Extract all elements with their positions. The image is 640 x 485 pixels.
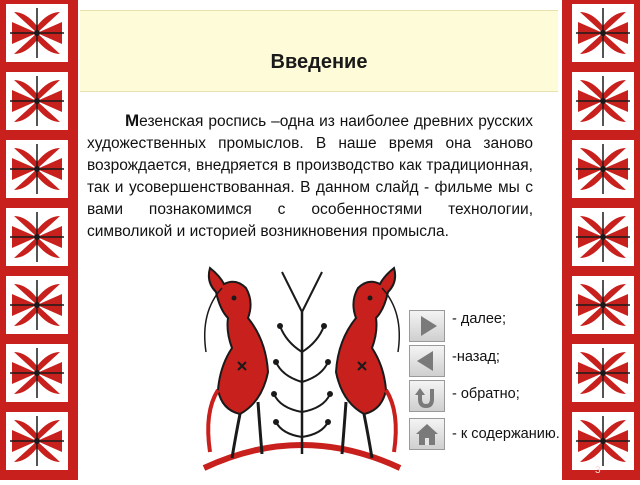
mezen-ornament-icon [562, 0, 640, 480]
return-label: - обратно; [452, 386, 520, 402]
contents-label: - к содержанию. [452, 426, 560, 442]
intro-paragraph [87, 110, 533, 243]
u-turn-icon [410, 381, 444, 411]
slide-title: Введение [270, 51, 368, 73]
next-label: - далее; [452, 311, 506, 327]
mezen-horses-tree-icon [196, 262, 408, 480]
next-button[interactable] [409, 310, 445, 342]
contents-button[interactable] [409, 418, 445, 450]
play-right-icon [410, 311, 444, 341]
mezen-ornament-icon [0, 0, 78, 480]
back-label: -назад; [452, 349, 500, 365]
play-left-icon [410, 346, 444, 376]
right-ornament-border [562, 0, 640, 480]
title-panel [80, 10, 558, 92]
back-button[interactable] [409, 345, 445, 377]
intro-text: езенская роспись –одна из наиболее древних русских художественных промыслов. В наше время она заново возрождается, внедряется в производство как традиционная, так и усовершенствованная. В данном слайд - фильме мы с вами познакомимся с особенностями технологии, символикой и историей возникновения промысла. [87, 113, 533, 240]
home-icon [410, 419, 444, 449]
left-ornament-border [0, 0, 78, 480]
intro-drop-letter: М [125, 111, 140, 130]
page-number: 3 [595, 465, 601, 476]
return-button[interactable] [409, 380, 445, 412]
mezen-illustration [196, 262, 408, 480]
